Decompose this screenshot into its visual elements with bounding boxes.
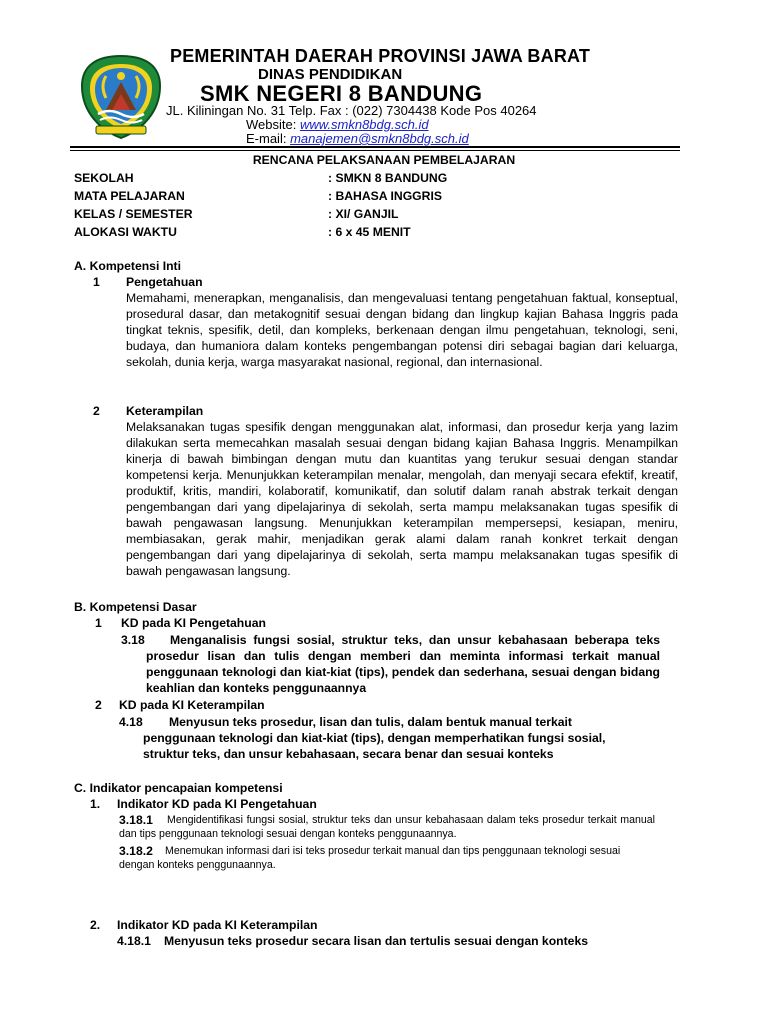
section-a-heading: A. Kompetensi Inti xyxy=(74,259,181,273)
identity-value: : XI/ GANJIL xyxy=(328,207,399,221)
item-number: 2 xyxy=(95,698,102,712)
kd-keterampilan-text: Menyusun teks prosedur, lisan dan tulis, dalam bentuk manual terkait penggunaan teknologi dan kiat-kiat (tips), dengan memperhatikan fungsi sosial, struktur teks, dan unsur kebahasaan, secara benar dan sesuai konteks xyxy=(143,715,606,761)
indicator-code: 3.18.1 xyxy=(119,813,153,827)
letterhead-department: DINAS PENDIDIKAN xyxy=(258,66,403,83)
item-title: KD pada KI Pengetahuan xyxy=(121,616,266,630)
letterhead-school-name: SMK NEGERI 8 BANDUNG xyxy=(200,81,483,106)
identity-label: ALOKASI WAKTU xyxy=(74,225,177,239)
email-link[interactable]: manajemen@smkn8bdg.sch.id xyxy=(290,131,469,146)
document-title: RENCANA PELAKSANAAN PEMBELAJARAN xyxy=(252,153,516,167)
kd-code: 4.18 xyxy=(119,715,143,729)
indicator-text: Mengidentifikasi fungsi sosial, struktur teks dan unsur kebahasaan dalam teks prosedur terkait manual dan tips penggunaan teknologi sesuai dengan konteks penggunaannya. xyxy=(119,814,655,840)
identity-label: KELAS / SEMESTER xyxy=(74,207,193,221)
item-title: Keterampilan xyxy=(126,404,204,418)
website-link[interactable]: www.smkn8bdg.sch.id xyxy=(299,117,429,132)
identity-label: MATA PELAJARAN xyxy=(74,189,185,203)
provincial-emblem-logo xyxy=(76,52,166,142)
indicator-text: Menyusun teks prosedur secara lisan dan tertulis sesuai dengan konteks xyxy=(164,934,588,948)
identity-value: : BAHASA INGGRIS xyxy=(328,189,442,203)
letterhead-address: JL. Kiliningan No. 31 Telp. Fax : (022) 7304438 Kode Pos 40264 xyxy=(166,103,537,118)
ki-pengetahuan-text: Memahami, menerapkan, menganalisis, dan mengevaluasi tentang pengetahuan faktual, konseptual, prosedural dasar, dan metakognitif sesuai dengan bidang dan lingkup kajian Bahasa Inggris pada tingkat teknis, spesifik, detil, dan kompleks, berkenaan dengan ilmu pengetahuan, teknologi, seni, budaya, dan humaniora dalam konteks pengembangan potensi diri sebagai bagian dari keluarga, sekolah, dunia kerja, warga masyarakat nasional, regional, dan internasional. xyxy=(126,291,678,369)
identity-label: SEKOLAH xyxy=(74,171,134,185)
item-number: 1 xyxy=(95,616,102,630)
letterhead-divider xyxy=(70,146,680,148)
item-number: 1. xyxy=(90,797,101,811)
item-number: 1 xyxy=(93,275,100,289)
item-number: 2. xyxy=(90,918,101,932)
item-title: Indikator KD pada KI Keterampilan xyxy=(117,918,318,932)
letterhead-government: PEMERINTAH DAERAH PROVINSI JAWA BARAT xyxy=(170,46,591,66)
kd-pengetahuan-text: Menganalisis fungsi sosial, struktur teks, dan unsur kebahasaan beberapa teks prosedur lisan dan tulis dengan memberi dan meminta informasi terkait manual penggunaan teknologi dan kiat-kiat (tips), pendek dan sederhana, sesuai dengan bidang keahlian dan konteks penggunaannya xyxy=(146,633,660,695)
email-label: E-mail: xyxy=(246,131,291,146)
identity-value: : 6 x 45 MENIT xyxy=(328,225,411,239)
section-c-heading: C. Indikator pencapaian kompetensi xyxy=(74,781,283,795)
ki-keterampilan-text: Melaksanakan tugas spesifik dengan menggunakan alat, informasi, dan prosedur kerja yang lazim dilakukan serta memecahkan masalah sesuai dengan bidang kajian Bahasa Inggris. Menampilkan kinerja di bawah bimbingan dengan mutu dan kuantitas yang terukur sesuai dengan standar kompetensi kerja. Menunjukkan keterampilan menalar, mengolah, dan menyaji secara efektif, kreatif, produktif, kritis, mandiri, kolaboratif, komunikatif, dan solutif dalam ranah abstrak terkait dengan pengembangan dari yang dipelajarinya di sekolah, serta mampu melaksanakan tugas spesifik di bawah pengawasan langsung. Menunjukkan keterampilan mempersepsi, kesiapan, meniru, membiasakan, gerak mahir, menjadikan gerak alami dalam ranah konkret terkait dengan pengembangan dari yang dipelajarinya di sekolah, serta mampu melaksanakan tugas spesifik di bawah pengawasan langsung. xyxy=(126,420,678,578)
indicator-code: 3.18.2 xyxy=(119,844,153,858)
letterhead-email xyxy=(246,131,469,146)
indicator-text: Menemukan informasi dari isi teks prosedur terkait manual dan tips penggunaan teknologi sesuai dengan konteks penggunaannya. xyxy=(119,845,621,871)
item-title: Pengetahuan xyxy=(126,275,203,289)
website-label: Website: xyxy=(246,117,300,132)
kd-code: 3.18 xyxy=(121,633,145,647)
item-title: KD pada KI Keterampilan xyxy=(119,698,265,712)
identity-value: : SMKN 8 BANDUNG xyxy=(328,171,448,185)
item-title: Indikator KD pada KI Pengetahuan xyxy=(117,797,317,811)
indicator-code: 4.18.1 xyxy=(117,934,151,948)
section-b-heading: B. Kompetensi Dasar xyxy=(74,600,197,614)
item-number: 2 xyxy=(93,404,100,418)
letterhead-website xyxy=(246,117,429,132)
letterhead-divider-thin xyxy=(70,150,680,151)
